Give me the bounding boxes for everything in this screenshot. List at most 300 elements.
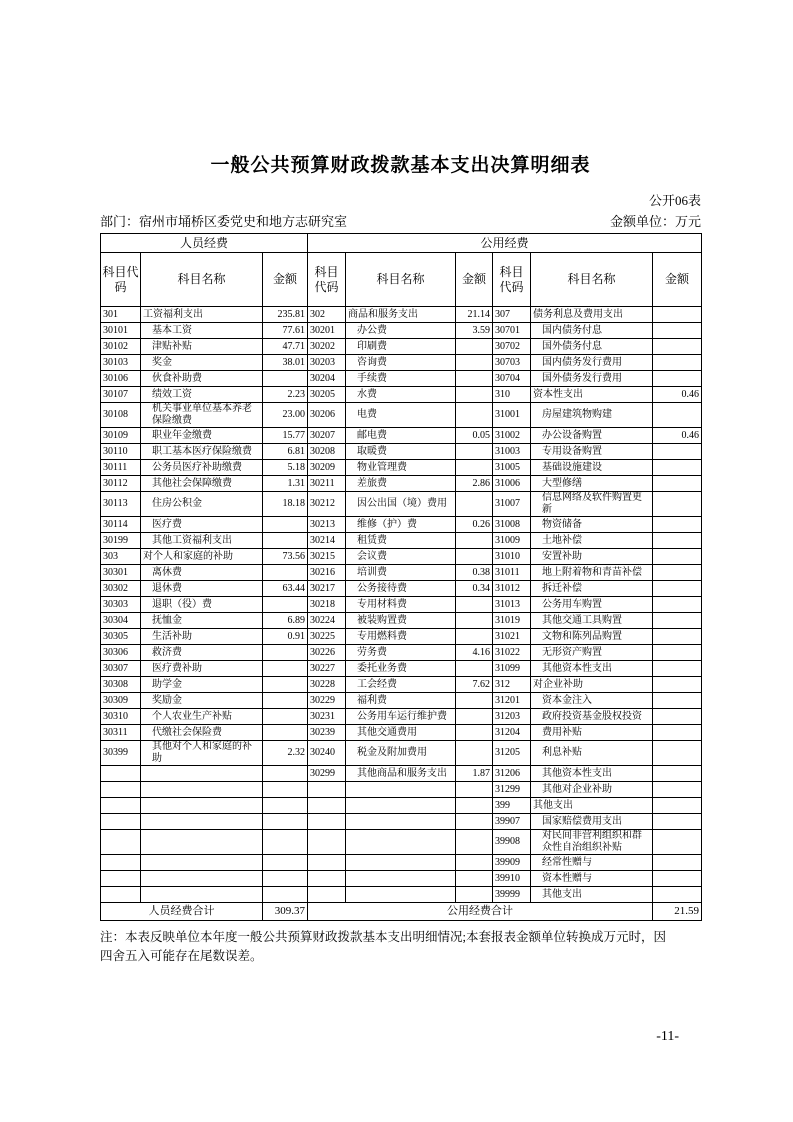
table-cell (308, 782, 346, 798)
table-cell: 30102 (101, 339, 141, 355)
table-cell (263, 830, 308, 855)
table-cell (653, 629, 702, 645)
table-cell (456, 549, 493, 565)
table-cell: 6.89 (263, 613, 308, 629)
table-cell (653, 661, 702, 677)
table-cell: 31009 (493, 533, 531, 549)
table-cell: 其他工资福利支出 (141, 533, 263, 549)
table-cell (456, 725, 493, 741)
table-cell: 政府投资基金股权投资 (531, 709, 653, 725)
table-row (101, 339, 702, 355)
table-cell (653, 403, 702, 428)
table-cell (653, 613, 702, 629)
table-cell (141, 782, 263, 798)
column-header-code-3: 科目代码 (493, 253, 531, 307)
page-title: 一般公共预算财政拨款基本支出决算明细表 (210, 155, 591, 176)
table-cell: 生活补助 (141, 629, 263, 645)
table-row (101, 798, 702, 814)
table-cell: 1.87 (456, 766, 493, 782)
table-cell (346, 887, 456, 903)
table-cell (653, 355, 702, 371)
table-cell: 商品和服务支出 (346, 307, 456, 323)
table-number: 公开06表 (648, 193, 701, 208)
table-cell: 公务接待费 (346, 581, 456, 597)
table-cell (141, 814, 263, 830)
table-cell: 39910 (493, 871, 531, 887)
table-cell: 30225 (308, 629, 346, 645)
table-cell: 其他资本性支出 (531, 661, 653, 677)
table-body (101, 307, 702, 903)
table-cell: 资本金注入 (531, 693, 653, 709)
table-cell: 30704 (493, 371, 531, 387)
table-cell: 30229 (308, 693, 346, 709)
table-cell (101, 766, 141, 782)
table-cell: 30213 (308, 517, 346, 533)
table-cell: 离休费 (141, 565, 263, 581)
table-row (101, 830, 702, 855)
table-cell (456, 533, 493, 549)
table-cell: 维修（护）费 (346, 517, 456, 533)
table-cell: 对个人和家庭的补助 (141, 549, 263, 565)
table-cell (653, 307, 702, 323)
table-cell (653, 565, 702, 581)
table-row (101, 492, 702, 517)
table-cell: 0.46 (653, 387, 702, 403)
table-cell: 其他资本性支出 (531, 766, 653, 782)
table-cell: 其他支出 (531, 798, 653, 814)
table-cell: 31022 (493, 645, 531, 661)
table-cell: 资本性支出 (531, 387, 653, 403)
table-row (101, 887, 702, 903)
table-cell (456, 339, 493, 355)
table-cell (653, 533, 702, 549)
table-row (101, 677, 702, 693)
footnote-line-1: 注：本表反映单位本年度一般公共预算财政拨款基本支出明细情况;本套报表金额单位转换成万元时，因 (100, 930, 666, 944)
table-cell (263, 798, 308, 814)
table-cell: 房屋建筑物购建 (531, 403, 653, 428)
table-cell: 31002 (493, 428, 531, 444)
table-cell: 31099 (493, 661, 531, 677)
table-row (101, 403, 702, 428)
table-cell: 30305 (101, 629, 141, 645)
table-cell: 机关事业单位基本养老保险缴费 (141, 403, 263, 428)
table-cell: 30231 (308, 709, 346, 725)
table-cell: 39907 (493, 814, 531, 830)
table-cell: 咨询费 (346, 355, 456, 371)
table-cell: 21.14 (456, 307, 493, 323)
table-cell: 399 (493, 798, 531, 814)
table-cell: 地上附着物和青苗补偿 (531, 565, 653, 581)
table-cell: 3.59 (456, 323, 493, 339)
table-cell (653, 339, 702, 355)
table-cell: 30206 (308, 403, 346, 428)
table-cell: 30106 (101, 371, 141, 387)
table-cell: 31011 (493, 565, 531, 581)
table-cell: 0.26 (456, 517, 493, 533)
table-cell: 31003 (493, 444, 531, 460)
table-cell: 对民间非营利组织和群众性自治组织补贴 (531, 830, 653, 855)
table-cell: 235.81 (263, 307, 308, 323)
table-cell: 77.61 (263, 323, 308, 339)
table-cell: 30218 (308, 597, 346, 613)
table-cell (653, 677, 702, 693)
table-cell: 大型修缮 (531, 476, 653, 492)
table-cell (653, 871, 702, 887)
table-cell: 30306 (101, 645, 141, 661)
table-cell: 国内债务发行费用 (531, 355, 653, 371)
table-cell (141, 766, 263, 782)
table-cell: 31010 (493, 549, 531, 565)
table-footer-row (101, 903, 702, 921)
table-cell: 职工基本医疗保险缴费 (141, 444, 263, 460)
table-row (101, 371, 702, 387)
table-cell: 0.46 (653, 428, 702, 444)
table-row (101, 565, 702, 581)
table-cell (263, 677, 308, 693)
group-header-personnel: 人员经费 (101, 234, 308, 253)
table-cell (653, 814, 702, 830)
table-cell (263, 645, 308, 661)
table-cell: 30307 (101, 661, 141, 677)
table-cell (263, 782, 308, 798)
column-header-name-1: 科目名称 (141, 253, 263, 307)
table-cell: 31013 (493, 597, 531, 613)
table-cell (653, 798, 702, 814)
table-cell: 差旅费 (346, 476, 456, 492)
table-cell (141, 798, 263, 814)
table-cell: 30303 (101, 597, 141, 613)
table-cell (141, 830, 263, 855)
table-row (101, 725, 702, 741)
table-cell: 工资福利支出 (141, 307, 263, 323)
table-cell: 办公费 (346, 323, 456, 339)
personnel-total-value: 309.37 (263, 903, 308, 921)
personnel-total-label: 人员经费合计 (101, 903, 263, 921)
table-cell: 38.01 (263, 355, 308, 371)
table-cell: 其他商品和服务支出 (346, 766, 456, 782)
column-header-code-1: 科目代码 (101, 253, 141, 307)
table-cell: 30209 (308, 460, 346, 476)
table-cell: 基本工资 (141, 323, 263, 339)
table-cell (653, 782, 702, 798)
table-cell: 委托业务费 (346, 661, 456, 677)
table-cell (653, 766, 702, 782)
table-cell (263, 371, 308, 387)
table-row (101, 517, 702, 533)
table-cell (456, 782, 493, 798)
table-cell (653, 645, 702, 661)
table-cell (263, 533, 308, 549)
table-cell (346, 830, 456, 855)
table-cell: 信息网络及软件购置更新 (531, 492, 653, 517)
table-row (101, 709, 702, 725)
table-cell (308, 830, 346, 855)
table-cell: 30212 (308, 492, 346, 517)
table-cell: 专用燃料费 (346, 629, 456, 645)
table-cell: 18.18 (263, 492, 308, 517)
table-cell (101, 830, 141, 855)
table-row (101, 645, 702, 661)
table-cell (263, 693, 308, 709)
table-cell: 手续费 (346, 371, 456, 387)
table-cell: 30702 (493, 339, 531, 355)
table-cell: 印刷费 (346, 339, 456, 355)
table-row (101, 597, 702, 613)
table-row (101, 533, 702, 549)
table-cell: 专用材料费 (346, 597, 456, 613)
table-cell (308, 871, 346, 887)
table-cell (141, 871, 263, 887)
table-cell: 30101 (101, 323, 141, 339)
table-cell (456, 709, 493, 725)
table-cell: 30208 (308, 444, 346, 460)
table-cell: 土地补偿 (531, 533, 653, 549)
table-cell: 47.71 (263, 339, 308, 355)
table-cell: 国家赔偿费用支出 (531, 814, 653, 830)
table-cell: 代缴社会保险费 (141, 725, 263, 741)
table-cell (653, 741, 702, 766)
table-cell: 307 (493, 307, 531, 323)
table-cell: 助学金 (141, 677, 263, 693)
table-cell: 310 (493, 387, 531, 403)
table-cell: 对企业补助 (531, 677, 653, 693)
table-cell: 30228 (308, 677, 346, 693)
table-cell: 302 (308, 307, 346, 323)
table-cell: 31206 (493, 766, 531, 782)
table-cell (263, 855, 308, 871)
table-cell: 培训费 (346, 565, 456, 581)
table-cell (141, 855, 263, 871)
table-cell (456, 887, 493, 903)
table-cell (653, 323, 702, 339)
table-row (101, 814, 702, 830)
table-cell: 办公设备购置 (531, 428, 653, 444)
table-cell (653, 371, 702, 387)
table-cell: 奖励金 (141, 693, 263, 709)
table-cell: 30103 (101, 355, 141, 371)
table-cell (263, 565, 308, 581)
table-cell: 31008 (493, 517, 531, 533)
table-cell: 30227 (308, 661, 346, 677)
table-cell: 31021 (493, 629, 531, 645)
table-cell (101, 855, 141, 871)
table-cell: 住房公积金 (141, 492, 263, 517)
column-header-code-2: 科目代码 (308, 253, 346, 307)
footnote-line-2: 四舍五入可能存在尾数误差。 (100, 949, 263, 964)
table-cell: 30217 (308, 581, 346, 597)
table-cell (456, 798, 493, 814)
table-cell (456, 693, 493, 709)
table-cell: 2.86 (456, 476, 493, 492)
column-header-amount-1: 金额 (263, 253, 308, 307)
table-cell: 30399 (101, 741, 141, 766)
table-cell: 专用设备购置 (531, 444, 653, 460)
table-cell (346, 871, 456, 887)
table-cell: 1.31 (263, 476, 308, 492)
table-cell: 国内债务付息 (531, 323, 653, 339)
table-cell (653, 517, 702, 533)
table-cell: 文物和陈列品购置 (531, 629, 653, 645)
table-group-header-row (101, 234, 702, 253)
public-total-label: 公用经费合计 (308, 903, 653, 921)
table-row (101, 613, 702, 629)
table-cell (456, 387, 493, 403)
table-cell: 个人农业生产补贴 (141, 709, 263, 725)
table-cell (346, 855, 456, 871)
table-cell: 会议费 (346, 549, 456, 565)
table-cell: 31019 (493, 613, 531, 629)
table-cell (653, 476, 702, 492)
table-cell: 医疗费 (141, 517, 263, 533)
table-cell: 0.34 (456, 581, 493, 597)
table-cell: 基础设施建设 (531, 460, 653, 476)
table-cell: 利息补贴 (531, 741, 653, 766)
table-cell: 30309 (101, 693, 141, 709)
table-cell: 无形资产购置 (531, 645, 653, 661)
table-row (101, 460, 702, 476)
table-cell: 30311 (101, 725, 141, 741)
table-cell: 30304 (101, 613, 141, 629)
page-content (100, 0, 701, 1045)
table-row (101, 323, 702, 339)
table-cell (456, 855, 493, 871)
table-cell: 物资储备 (531, 517, 653, 533)
table-cell: 31205 (493, 741, 531, 766)
table-cell: 30107 (101, 387, 141, 403)
table-cell: 津贴补贴 (141, 339, 263, 355)
table-cell: 救济费 (141, 645, 263, 661)
meta-row (100, 211, 701, 230)
table-cell (308, 855, 346, 871)
table-cell: 6.81 (263, 444, 308, 460)
table-row (101, 549, 702, 565)
table-cell: 30207 (308, 428, 346, 444)
table-row (101, 741, 702, 766)
table-cell: 抚恤金 (141, 613, 263, 629)
table-cell (456, 871, 493, 887)
table-cell: 30205 (308, 387, 346, 403)
table-cell: 301 (101, 307, 141, 323)
table-cell: 30214 (308, 533, 346, 549)
table-cell: 其他支出 (531, 887, 653, 903)
table-cell: 39909 (493, 855, 531, 871)
footnote (100, 928, 701, 967)
table-cell (456, 613, 493, 629)
table-cell (308, 887, 346, 903)
table-row (101, 444, 702, 460)
table-cell: 30108 (101, 403, 141, 428)
table-cell (456, 492, 493, 517)
table-cell: 303 (101, 549, 141, 565)
table-cell (653, 460, 702, 476)
table-cell (263, 517, 308, 533)
table-cell: 邮电费 (346, 428, 456, 444)
table-cell: 30199 (101, 533, 141, 549)
table-cell (653, 830, 702, 855)
table-cell: 30226 (308, 645, 346, 661)
table-cell: 4.16 (456, 645, 493, 661)
table-cell (308, 798, 346, 814)
table-cell: 0.05 (456, 428, 493, 444)
table-cell (653, 709, 702, 725)
table-cell: 其他交通工具购置 (531, 613, 653, 629)
table-row (101, 782, 702, 798)
table-cell: 工会经费 (346, 677, 456, 693)
table-row (101, 581, 702, 597)
table-cell: 其他对企业补助 (531, 782, 653, 798)
table-column-header-row (101, 253, 702, 307)
table-cell: 31299 (493, 782, 531, 798)
table-cell: 30302 (101, 581, 141, 597)
table-cell: 奖金 (141, 355, 263, 371)
table-cell: 退休费 (141, 581, 263, 597)
table-cell: 31005 (493, 460, 531, 476)
table-cell: 30109 (101, 428, 141, 444)
table-cell (456, 597, 493, 613)
table-cell (263, 871, 308, 887)
table-cell (456, 814, 493, 830)
page-number: -11- (656, 1028, 679, 1044)
table-cell: 2.23 (263, 387, 308, 403)
table-cell (456, 741, 493, 766)
column-header-name-3: 科目名称 (531, 253, 653, 307)
table-cell: 63.44 (263, 581, 308, 597)
table-cell: 因公出国（境）费用 (346, 492, 456, 517)
table-row (101, 307, 702, 323)
table-cell: 被装购置费 (346, 613, 456, 629)
column-header-amount-3: 金额 (653, 253, 702, 307)
table-cell: 31203 (493, 709, 531, 725)
table-cell: 31012 (493, 581, 531, 597)
table-cell: 劳务费 (346, 645, 456, 661)
table-row (101, 661, 702, 677)
table-cell: 31007 (493, 492, 531, 517)
table-cell (101, 871, 141, 887)
table-row (101, 476, 702, 492)
table-cell: 30301 (101, 565, 141, 581)
table-cell (456, 444, 493, 460)
table-cell: 15.77 (263, 428, 308, 444)
table-cell: 伙食补助费 (141, 371, 263, 387)
table-cell: 30110 (101, 444, 141, 460)
table-cell: 30701 (493, 323, 531, 339)
table-cell (653, 887, 702, 903)
table-cell: 30113 (101, 492, 141, 517)
table-cell: 其他交通费用 (346, 725, 456, 741)
table-cell: 费用补贴 (531, 725, 653, 741)
column-header-name-2: 科目名称 (346, 253, 456, 307)
table-cell (653, 855, 702, 871)
table-cell: 物业管理费 (346, 460, 456, 476)
table-cell: 30202 (308, 339, 346, 355)
table-cell: 30703 (493, 355, 531, 371)
table-cell (346, 782, 456, 798)
public-total-value: 21.59 (653, 903, 702, 921)
table-cell (653, 725, 702, 741)
table-cell (653, 581, 702, 597)
table-cell: 30299 (308, 766, 346, 782)
table-cell: 39908 (493, 830, 531, 855)
table-cell: 取暖费 (346, 444, 456, 460)
table-cell: 30310 (101, 709, 141, 725)
table-row (101, 855, 702, 871)
table-cell: 国外债务发行费用 (531, 371, 653, 387)
table-cell (456, 403, 493, 428)
table-cell: 职业年金缴费 (141, 428, 263, 444)
table-cell (263, 887, 308, 903)
table-cell: 绩效工资 (141, 387, 263, 403)
table-cell: 福利费 (346, 693, 456, 709)
